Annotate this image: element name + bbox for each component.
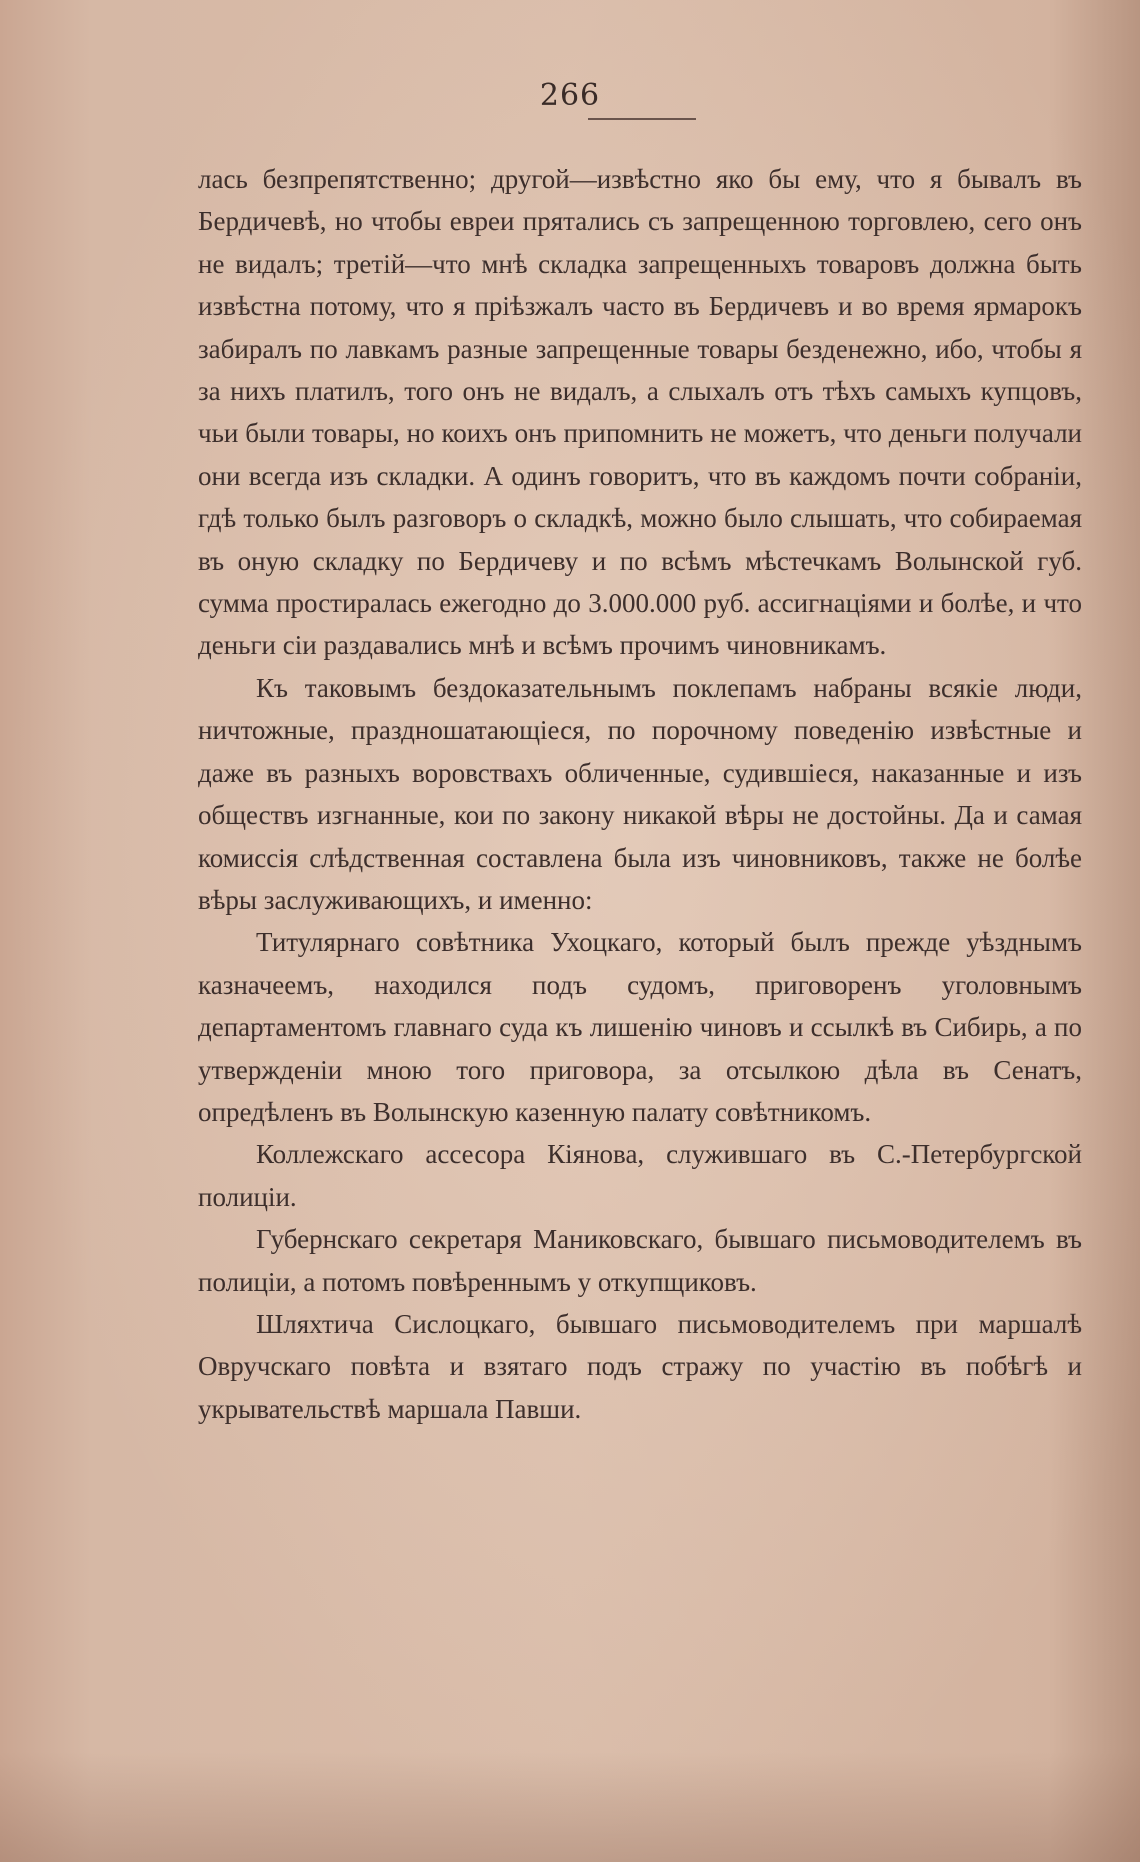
- paragraph-3: Титулярнаго совѣтника Ухоцкаго, который былъ прежде уѣзднымъ казначеемъ, находился подъ судомъ, приговоренъ уголовнымъ департаментомъ главнаго суда къ лишенію чиновъ и ссылкѣ въ Сибирь, а по утвержденіи мною того приговора, за отсылкою дѣла въ Сенатъ, опредѣленъ въ Волынскую казенную палату совѣтникомъ.: [198, 927, 1082, 1127]
- page-number: 266: [539, 78, 601, 113]
- header-rule: [588, 118, 696, 120]
- paragraph-6: Шляхтича Сислоцкаго, бывшаго письмоводителемъ при маршалѣ Овручскаго повѣта и взятаго подъ стражу по участію въ побѣгѣ и укрывательствѣ маршала Павши.: [198, 1308, 1082, 1424]
- body-text: [198, 158, 1082, 1430]
- paragraph-1: лась безпрепятственно; другой—извѣстно яко бы ему, что я бывалъ въ Бердичевѣ, но чтобы евреи прятались съ запрещенною торговлею, сего онъ не видалъ; третій—что мнѣ складка запрещенныхъ товаровъ должна быть извѣстна потому, что я пріѣзжалъ часто въ Бердичевъ и во время ярмарокъ забиралъ по лавкамъ разные запрещенные товары безденежно, ибо, чтобы я за нихъ платилъ, того онъ не видалъ, а слыхалъ отъ тѣхъ самыхъ купцовъ, чьи были товары, но коихъ онъ припомнить не можетъ, что деньги получали они всегда изъ складки. А одинъ говоритъ, что въ каждомъ почти собраніи, гдѣ только былъ разговоръ о складкѣ, можно было слышать, что собираемая въ оную складку по Бердичеву и по всѣмъ мѣстечкамъ Волынской губ. сумма простиралась ежегодно до 3.000.000 руб. ассигнаціями и болѣе, и что деньги сіи раздавались мнѣ и всѣмъ прочимъ чиновникамъ.: [198, 164, 1082, 661]
- paragraph-2: Къ таковымъ бездоказательнымъ поклепамъ набраны всякіе люди, ничтожные, праздношатающіеся, по порочному поведенію извѣстные и даже въ разныхъ воровствахъ обличенные, судившіеся, наказанные и изъ обществъ изгнанные, кои по закону никакой вѣры не достойны. Да и самая комиссія слѣдственная составлена была изъ чиновниковъ, также не болѣе вѣры заслуживающихъ, и именно:: [198, 672, 1082, 915]
- paragraph-4: Коллежскаго ассесора Кіянова, служившаго въ С.-Петербургской полиціи.: [198, 1139, 1082, 1212]
- paragraph-5: Губернскаго секретаря Маниковскаго, бывшаго письмоводителемъ въ полиціи, а потомъ повѣреннымъ у откупщиковъ.: [198, 1224, 1082, 1297]
